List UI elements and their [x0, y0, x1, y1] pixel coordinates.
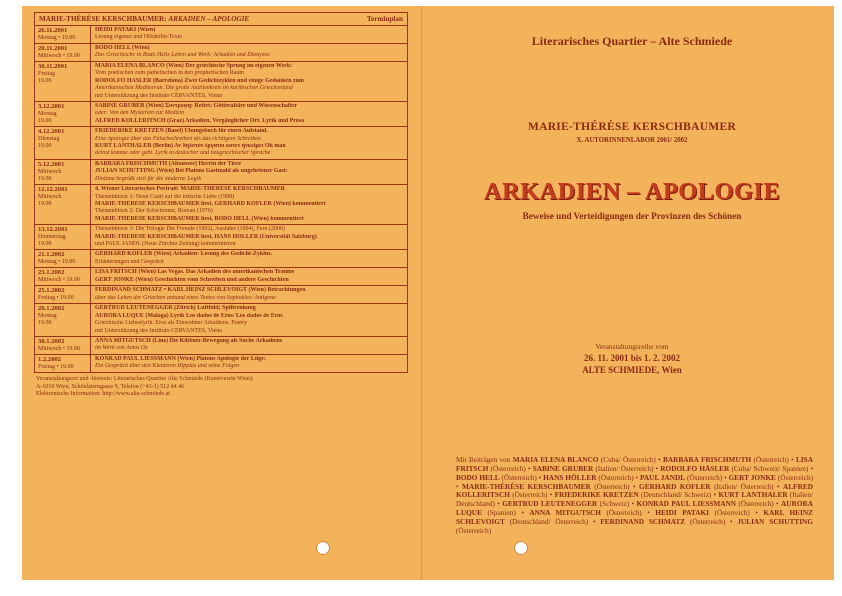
contributor: FRIEDERIKE KRETZEN (Deutschland/ Schweiz) [554, 490, 712, 500]
series-venue: ALTE SCHMIEDE, Wien [582, 365, 682, 375]
labor-subtitle: X. AUTORINNENLABOR 2001/ 2002 [576, 137, 688, 144]
schedule-event-line: deinst komme oder geht. Lyrik in deutscher und neugriechischer Sprache [95, 150, 271, 157]
schedule-event-line: Eine Apologie über das Falschschreiben als das richtigere Schreiben [95, 135, 261, 142]
schedule-row [35, 250, 407, 268]
schedule-time: 19.00 [38, 320, 52, 327]
schedule-event-line: und PAUL JANDL (Neue Zürcher Zeitung) kommentieren [95, 240, 236, 247]
contributor: RODOLFO HÄSLER (Cuba/ Schweiz/ Spanien) [660, 463, 809, 473]
fold-line [421, 6, 422, 580]
footer-line: Elektronische Information: http://www.alte-schmiede.at [36, 391, 170, 398]
schedule-date: 21.1.2002 [38, 251, 65, 259]
schedule-day: Mittwoch [38, 168, 62, 175]
schedule-event-line: Amerikanischen Mediterran. Die große Antillenkreis im karibischen Griechenland [95, 85, 293, 92]
contributor: GERTRUD LEUTENEGGER (Schweiz) [502, 499, 630, 509]
schedule-event-line: mit Unterstützung des Instituto CERVANTES, Viena [95, 92, 222, 99]
schedule-row [35, 268, 407, 286]
schedule-row [35, 286, 407, 304]
schedule-row [35, 102, 407, 127]
schedule-event-line: Ein Gespräch über den Kleineren Hippias und seine Folgen [95, 363, 240, 370]
schedule-day: Montag [38, 111, 57, 118]
schedule-event-line: JULIAN SCHUTTING (Wien) Bei Platons Gastmahl als ungebetener Gast: [95, 168, 288, 175]
schedule-time: 19.00 [38, 78, 52, 84]
schedule-event-cell [91, 337, 407, 354]
schedule-time: 19.00 [38, 175, 52, 182]
schedule-row [35, 355, 407, 372]
schedule-panel [34, 12, 406, 399]
schedule-date-cell [35, 185, 91, 224]
schedule-date: 13.12.2001 [38, 226, 68, 234]
schedule-event-line: Diotima begrüßt sich für die moderne Logik [95, 175, 201, 182]
punch-hole [316, 541, 330, 555]
contributor: PAUL JANDL (Österreich) [639, 472, 723, 482]
contributor: BODO HELL (Österreich) [456, 472, 537, 482]
schedule-row [35, 44, 407, 62]
schedule-day: Mittwoch • 19.00 [38, 277, 80, 284]
schedule-date-cell [35, 26, 91, 43]
schedule-header-label: Terminplan [366, 15, 403, 23]
schedule-event-cell [91, 102, 407, 126]
schedule-row [35, 337, 407, 355]
contributor: MARIA ELENA BLANCO (Cuba/ Österreich) [512, 455, 656, 464]
schedule-day: Mittwoch [38, 194, 62, 201]
schedule-event-line: 4. Wiener Literarisches Portrait: MARIE-THÉRÈSE KERSCHBAUMER [95, 186, 285, 193]
schedule-event-cell [91, 44, 407, 61]
contributor: KONRAD PAUL LIESSMANN (Österreich) [636, 499, 774, 509]
contributor: FERDINAND SCHMATZ (Österreich) [600, 516, 726, 526]
event-title: ARKADIEN – APOLOGIE [483, 178, 781, 205]
schedule-date: 26.11.2001 [38, 27, 68, 34]
schedule-event-line: Lesung eigener und Hölderlin-Texte [95, 34, 183, 41]
schedule-event-line: Vom poetischen zum pathetischen in den prophetischen Raum [95, 70, 245, 77]
schedule-event-line: Das Griechische in Bodo Hells Leben und Werk: Arkadien und Dionysos [95, 52, 270, 59]
schedule-row [35, 62, 407, 102]
schedule-event-line: Griechische Liebeslyrik. Eros als Einwohner Arkadiens. Poetry [95, 320, 247, 327]
schedule-row [35, 127, 407, 160]
schedule-event-line: MARIE-THÉRÈSE KERSCHBAUMER liest, HANS HÖLLER (Universität Salzburg) [95, 233, 317, 240]
schedule-date-cell [35, 268, 91, 285]
contributor: GERHARD KOFLER (Italien/ Österreich) [639, 481, 774, 491]
schedule-event-line: ALFRED KOLLERITSCH (Graz) Arkadien, Vergänglicher Ort. Lyrik und Prosa [95, 117, 305, 124]
schedule-event-line: MARIA ELENA BLANCO (Wien) Der griechische Sprung im eigenen Werk: [95, 63, 293, 69]
schedule-event-line: BARBARA FRISCHMUTH (Altaussee) Herrin der Tiere [95, 160, 242, 167]
schedule-event-line: ANNA MITGUTSCH (Linz) Die Kibbutz-Bewegung als Suche Arkadiens [95, 337, 283, 344]
schedule-date-cell [35, 127, 91, 159]
schedule-day: Freitag • 19.00 [38, 295, 74, 302]
schedule-event-line: Erläuterungen und Gespräch [95, 258, 164, 265]
schedule-row [35, 304, 407, 337]
schedule-date-cell [35, 286, 91, 303]
schedule-event-cell [91, 62, 407, 101]
schedule-event-line: KONRAD PAUL LIESSMANN (Wien) Platons Apologie der Lüge: [95, 355, 266, 362]
schedule-date-cell [35, 337, 91, 354]
schedule-day: Mittwoch • 19.00 [38, 345, 80, 352]
schedule-event-line: BODO HELL (Wien) [95, 45, 150, 51]
schedule-time: 19.00 [38, 201, 52, 208]
schedule-row [35, 185, 407, 225]
schedule-date: 5.12.2001 [38, 160, 65, 168]
schedule-event-line: FERDINAND SCHMATZ • KARL HEINZ SCHLEVOIGT (Wien) Betrachtungen [95, 287, 306, 294]
schedule-event-cell [91, 160, 407, 184]
contributor: KURT LANTHALER (Italien/ Deutschland) [456, 490, 814, 509]
schedule-date: 30.11.2001 [38, 63, 68, 70]
contributor: JULIAN SCHUTTING (Österreich) [456, 516, 813, 535]
schedule-time: 19.00 [38, 241, 52, 248]
schedule-date-cell [35, 44, 91, 61]
contributor: KARL HEINZ SCHLEVOIGT (Deutschland/ Österreich) [456, 508, 814, 526]
footer-line: A-1010 Wien, Schönlaterngasse 9, Telefon (+43-1) 512 44 46 [36, 383, 185, 390]
schedule-date-cell [35, 355, 91, 372]
schedule-event-cell [91, 250, 407, 267]
schedule-event-cell [91, 185, 407, 224]
schedule-event-line: Themenblock 2: Der Schwimmer, Roman (1976) [95, 208, 213, 215]
contributor: ALFRED KOLLERITSCH (Österreich) [456, 481, 814, 500]
contributor: HEIDI PATAKI (Österreich) [655, 508, 750, 518]
organizer-title: Literarisches Quartier – Alte Schmiede [531, 34, 733, 48]
contributors-intro: Mit Beiträgen von [456, 455, 513, 464]
schedule-day: Montag • 19.00 [38, 259, 76, 266]
schedule-date: 28.1.2002 [38, 305, 65, 313]
schedule-event-line: Themenblock 1: Neun Canti auf die irdische Liebe (1988) [95, 193, 235, 200]
schedule-event-line: LISA FRITSCH (Wien) Las Vegas. Das Arkadien des amerikanischen Traums [95, 269, 295, 276]
schedule-event-line: GERT JONKE (Wien) Geschichten vom Schreiben und andere Geschichten [95, 276, 289, 283]
schedule-event-line: HEIDI PATAKI (Wien) [95, 27, 156, 33]
contributor: MARIE-THÉRÈSE KERSCHBAUMER (Österreich) [462, 481, 630, 491]
schedule-event-line: MARIE-THÉRÈSE KERSCHBAUMER liest, BODO HELL (Wien) kommentiert [95, 215, 304, 222]
schedule-event-line: GERHARD KOFLER (Wien) Arkadien: Lesung des Gedicht-Zyklus. [95, 251, 273, 258]
schedule-event-line: im Werk von Amos Oz [95, 345, 148, 352]
schedule-event-line: GERTRUD LEUTENEGGER (Zürich) Luftbild; Spiltrenkung [95, 305, 256, 312]
schedule-header [35, 13, 407, 26]
event-subtitle: Beweise und Verteidigungen der Provinzen des Schönen [522, 211, 742, 221]
punch-hole [514, 541, 528, 555]
schedule-date: 4.12.2001 [38, 128, 65, 136]
schedule-event-line: RODOLFO HÄSLER (Barcelona) Zwei Gedichtzyklen und einige Gedanken zum [95, 77, 304, 84]
schedule-row [35, 26, 407, 44]
schedule-date-cell [35, 304, 91, 336]
schedule-header-title: ARKADIEN – APOLOGIE [168, 15, 250, 23]
schedule-date-cell [35, 62, 91, 101]
schedule-day: Freitag [38, 71, 55, 77]
schedule-date-cell [35, 250, 91, 267]
contributors-list: Mit Beiträgen von MARIA ELENA BLANCO (Cuba/ Österreich) • BARBARA FRISCHMUTH (Österreich) • LISA FRITSCH (Österreich) • SABINE GRUBER (Italien/ Österreich) • RODOLFO HÄSLER (Cuba/ Schweiz/ Spanien) • BODO HELL (Österreich) • HANS HÖLLER (Österreich) • PAUL JANDL (Österreich) • GERT JONKE (Österreich) • MARIE-THÉRÈSE KERSCHBAUMER (Österreich) • GERHARD KOFLER (Italien/ Österreich) • ALFRED KOLLERITSCH (Österreich) • FRIEDERIKE KRETZEN (Deutschland/ Schweiz) • KURT LANTHALER (Italien/ Deutschland) • GERTRUD LEUTENEGGER (Schweiz) • KONRAD PAUL LIESSMANN (Österreich) • AURORA LUQUE (Spanien) • ANNA MITGUTSCH (Österreich) • HEIDI PATAKI (Österreich) • KARL HEINZ SCHLEVOIGT (Deutschland/ Österreich) • FERDINAND SCHMATZ (Österreich) • JULIAN SCHUTTING (Österreich) [456, 455, 814, 535]
schedule-row [35, 225, 407, 250]
schedule-date: 3.12.2001 [38, 103, 65, 111]
schedule-time: 19.00 [38, 118, 52, 125]
schedule-day: Dienstag [38, 136, 60, 143]
schedule-date: 12.12.2001 [38, 186, 68, 194]
schedule-date-cell [35, 225, 91, 249]
schedule-date: 30.1.2002 [38, 337, 65, 345]
schedule-event-line: über das Leben der Griechen anhand eines Textes von Sophokles: Antigone [95, 294, 276, 301]
schedule-event-cell [91, 127, 407, 159]
schedule-row [35, 160, 407, 185]
contributor: GERT JONKE (Österreich) [728, 472, 814, 482]
schedule-event-line: oder: Von den Mysterien zur Medizin [95, 110, 185, 117]
schedule-date-cell [35, 160, 91, 184]
schedule-event-line: KURT LANTHALER (Berlin) Av δηλοτόν ἐργατοι κονετ ἠνκεῖμει Oh man [95, 143, 286, 150]
schedule-date: 28.11.2001 [38, 45, 68, 52]
contributor: SABINE GRUBER (Italien/ Österreich) [532, 463, 654, 473]
schedule-event-line: FRIEDERIKE KRETZEN (Basel) Übungsbuch für einen Aufstand. [95, 128, 268, 135]
schedule-event-cell [91, 225, 407, 249]
schedule-event-cell [91, 268, 407, 285]
schedule-day: Freitag • 19.00 [38, 363, 74, 370]
footer-line: Veranstaltungsort und -hinweis: Literarisches Quartier Alte Schmiede (Kunstverein Wien): [36, 375, 254, 382]
schedule-date-cell [35, 102, 91, 126]
schedule-rows [35, 26, 407, 372]
contributor: ANNA MITGUTSCH (Österreich) [529, 508, 642, 518]
schedule-event-line: AURORA LUQUE (Malaga) Lyrik Los dados de Eros/ Los dados de Eros [95, 312, 283, 319]
series-label: Veranstaltungsreihe vom [595, 342, 669, 351]
schedule-event-cell [91, 26, 407, 43]
contributor: AURORA LUQUE (Spanien) [456, 499, 814, 518]
schedule-event-cell [91, 304, 407, 336]
venue-footer [34, 376, 406, 399]
schedule-event-cell [91, 355, 407, 372]
contributor: BARBARA FRISCHMUTH (Österreich) [662, 455, 789, 464]
schedule-event-line: mit Unterstützung des Instituto CERVANTES, Viena [95, 327, 222, 334]
schedule-day: Donnerstag [38, 234, 66, 241]
schedule-day: Montag [38, 313, 57, 320]
schedule-date: 25.1.2002 [38, 287, 65, 295]
featured-author: MARIE-THÉRÈSE KERSCHBAUMER [527, 121, 737, 133]
schedule-day: Mittwoch • 19.00 [38, 53, 80, 59]
schedule-day: Montag • 19.00 [38, 35, 76, 41]
schedule-event-line: MARIE-THÉRÈSE KERSCHBAUMER liest, GERHARD KOFLER (Wien) kommentiert [95, 200, 326, 207]
schedule-table [34, 12, 408, 373]
contributor: HANS HÖLLER (Österreich) [543, 472, 634, 482]
series-dates: 26. 11. 2001 bis 1. 2. 2002 [583, 353, 680, 363]
schedule-date: 1.2.2002 [38, 355, 62, 363]
schedule-time: 19.00 [38, 143, 52, 150]
schedule-event-cell [91, 286, 407, 303]
schedule-date: 23.1.2002 [38, 269, 65, 277]
schedule-header-author: MARIE-THÉRÈSE KERSCHBAUMER: [39, 15, 167, 23]
schedule-event-line: SABINE GRUBER (Wien) Συντροφη: Rettet: Götteraltäre und Wissenschafter [95, 103, 298, 110]
schedule-event-line: Themenblock 3: Die Trilogie Die Fremde (1992), Ausfahrt (1994), Fern (2000) [95, 226, 285, 233]
contributor: LISA FRITSCH (Österreich) [456, 455, 814, 473]
